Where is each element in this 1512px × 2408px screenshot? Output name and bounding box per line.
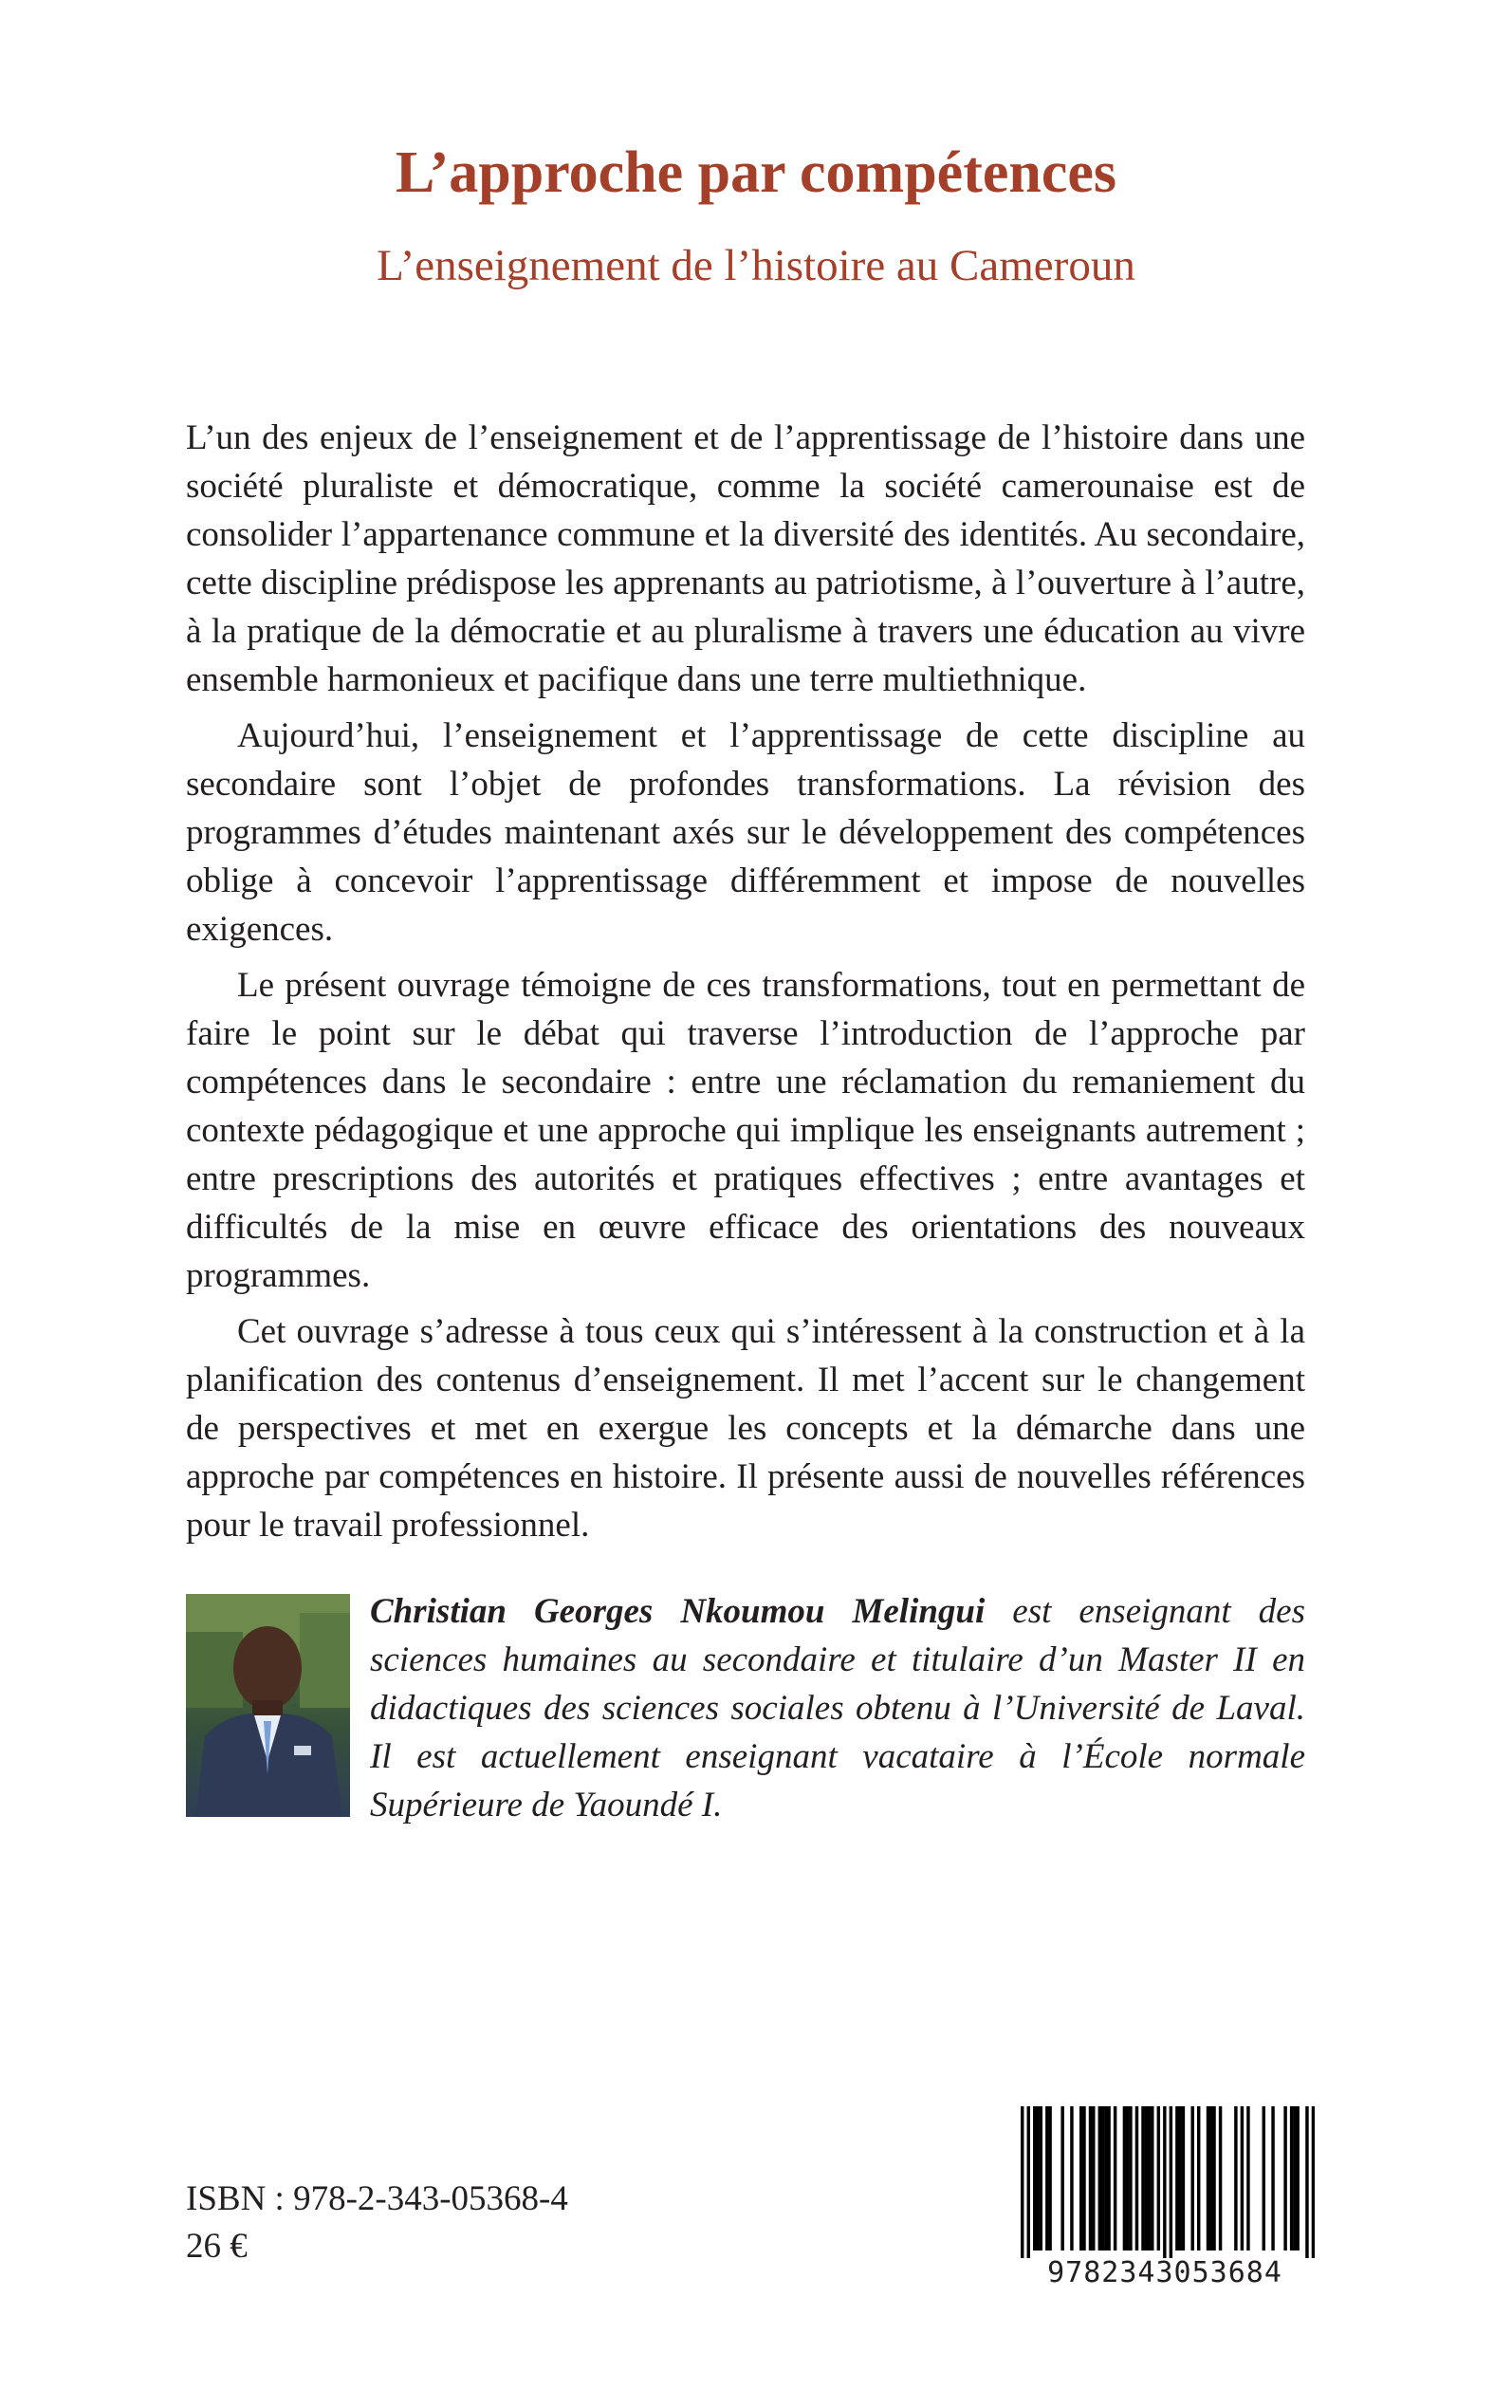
author-portrait-icon bbox=[186, 1594, 350, 1817]
isbn: ISBN : 978-2-343-05368-4 bbox=[186, 2179, 568, 2218]
barcode-bar bbox=[1305, 2106, 1308, 2258]
barcode-bar bbox=[1293, 2106, 1296, 2251]
blurb-paragraph: L’un des enjeux de l’enseignement et de l’apprentissage de l’histoire dans une société pluraliste et démocratique, comme la société camerounaise est de consolider l’appartenance commune et la diversité des identités. Au secondaire, cette discipline prédispose les apprenants au patriotisme, à l’ouverture à l’autre, à la pratique de la démocratie et au pluralisme à travers une éducation au vivre ensemble harmonieux et pacifique dans une terre multiethnique. bbox=[186, 418, 1305, 699]
blurb-paragraph: Le présent ouvrage témoigne de ces transformations, tout en permettant de faire le point sur le débat qui traverse l’introduction de l’approche par compétences dans le secondaire : entre une réclamation du remaniement du contexte pédagogique et une approche qui implique les enseignants autrement ; entre prescriptions des autorités et pratiques effectives ; entre avantages et difficultés de la mise en œuvre efficace des orientations des nouveaux programmes. bbox=[186, 966, 1305, 1295]
barcode-bar bbox=[1163, 2106, 1166, 2258]
author-bio bbox=[370, 1587, 1305, 1829]
barcode-icon bbox=[1021, 2106, 1315, 2258]
barcode-bar bbox=[1092, 2106, 1095, 2251]
barcode-bar bbox=[1141, 2106, 1144, 2251]
author-photo bbox=[186, 1594, 350, 1817]
author-description: est enseignant des sciences humaines au secondaire et titulaire d’un Master II en didactiques des sciences sociales obtenu à l’Université de Laval. Il est actuellement enseignant vacataire à l’École normale Supérieure de Yaoundé I. bbox=[370, 1592, 1305, 1825]
barcode-bar bbox=[1246, 2106, 1249, 2251]
barcode-bar bbox=[1157, 2106, 1160, 2251]
barcode-bar bbox=[1114, 2106, 1116, 2251]
barcode-bar bbox=[1207, 2106, 1209, 2251]
barcode-bar bbox=[1126, 2106, 1129, 2251]
barcode-bar bbox=[1151, 2106, 1153, 2251]
barcode-bar bbox=[1234, 2106, 1237, 2251]
barcode-bar bbox=[1219, 2106, 1222, 2251]
author-name: Christian Georges Nkoumou Melingui bbox=[370, 1592, 986, 1631]
barcode-bar bbox=[1098, 2106, 1101, 2251]
barcode-bar bbox=[1212, 2106, 1215, 2251]
blurb bbox=[186, 414, 1305, 1557]
barcode-bar bbox=[1101, 2106, 1104, 2251]
barcode-bar bbox=[1241, 2106, 1244, 2251]
barcode-bar bbox=[1082, 2106, 1085, 2251]
barcode-bar bbox=[1027, 2106, 1030, 2258]
barcode-bar bbox=[1089, 2106, 1092, 2251]
barcode-bar bbox=[1182, 2106, 1185, 2251]
barcode-bar bbox=[1045, 2106, 1048, 2251]
barcode-bar bbox=[1190, 2106, 1193, 2251]
barcode-bar bbox=[1104, 2106, 1107, 2251]
blurb-paragraph: Cet ouvrage s’adresse à tous ceux qui s’intéressent à la construction et à la planification des contenus d’enseignement. Il met l’accent sur le changement de perspectives et met en exergue les concepts et la démarche dans une approche par compétences en histoire. Il présente aussi de nouvelles références pour le travail professionnel. bbox=[186, 1312, 1305, 1545]
barcode-bar bbox=[1312, 2106, 1315, 2258]
barcode-bar bbox=[1271, 2106, 1274, 2251]
book-subtitle: L’enseignement de l’histoire au Cameroun bbox=[377, 241, 1135, 290]
barcode-bar bbox=[1145, 2106, 1148, 2251]
barcode-bar bbox=[1197, 2106, 1200, 2251]
barcode-bar bbox=[1070, 2106, 1073, 2251]
barcode-bar bbox=[1209, 2106, 1212, 2251]
barcode-bar bbox=[1040, 2106, 1042, 2251]
barcode-bar bbox=[1135, 2106, 1138, 2251]
barcode-bar bbox=[1129, 2106, 1132, 2251]
barcode-bar bbox=[1170, 2106, 1172, 2258]
barcode-bar bbox=[1296, 2106, 1299, 2251]
price: 26 € bbox=[186, 2227, 248, 2266]
book-title: L’approche par compétences bbox=[395, 140, 1117, 205]
barcode-bar bbox=[1148, 2106, 1151, 2251]
blurb-paragraph: Aujourd’hui, l’enseignement et l’apprentissage de cette discipline au secondaire sont l’objet de profondes transformations. La révision des programmes d’études maintenant axés sur le développement des compétences oblige à concevoir l’apprentissage différemment et impose de nouvelles exigences. bbox=[186, 716, 1305, 949]
barcode-bar bbox=[1036, 2106, 1039, 2251]
barcode-bar bbox=[1048, 2106, 1051, 2251]
barcode-bar bbox=[1175, 2106, 1178, 2251]
barcode-bar bbox=[1021, 2106, 1023, 2258]
barcode-bar bbox=[1263, 2106, 1265, 2251]
barcode-bar bbox=[1290, 2106, 1293, 2251]
barcode-bar bbox=[1123, 2106, 1126, 2251]
barcode-bar bbox=[1283, 2106, 1286, 2251]
barcode-bar bbox=[1060, 2106, 1063, 2251]
barcode-bar bbox=[1107, 2106, 1110, 2251]
barcode-bar bbox=[1178, 2106, 1181, 2251]
barcode-bar bbox=[1033, 2106, 1036, 2251]
barcode-digits: 9782343053684 bbox=[1047, 2256, 1282, 2289]
barcode-bar bbox=[1079, 2106, 1082, 2251]
barcode bbox=[1013, 2106, 1317, 2292]
